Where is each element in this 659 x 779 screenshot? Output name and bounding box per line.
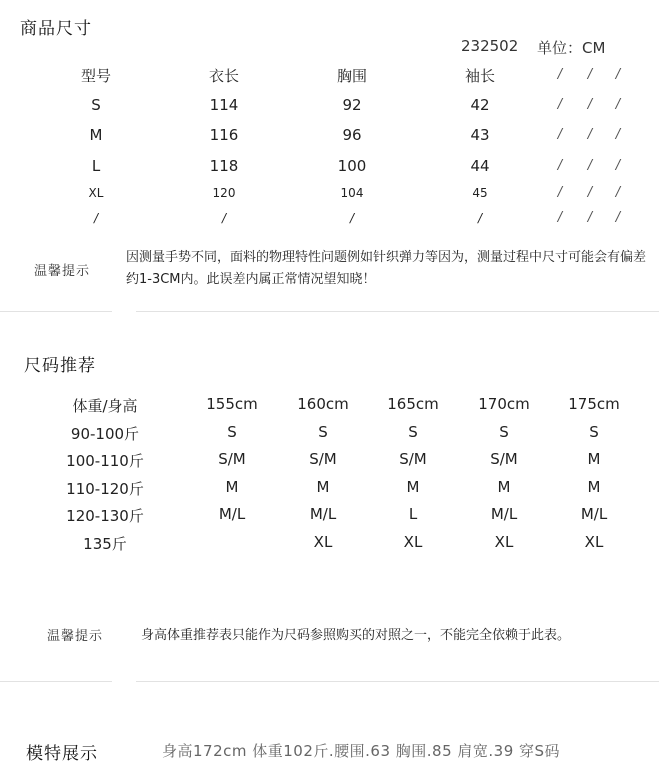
recommend-cell: S/M — [490, 450, 518, 468]
size-tip-label: 温馨提示 — [34, 264, 91, 279]
model-section-title: 模特展示 — [26, 744, 98, 764]
size-section-title: 商品尺寸 — [20, 19, 92, 39]
recommend-cell: L — [408, 505, 418, 523]
recommend-header: 170cm — [478, 395, 530, 413]
placeholder-slash: / — [587, 158, 593, 173]
placeholder-slash: / — [557, 97, 563, 112]
placeholder-slash: / — [587, 67, 593, 82]
recommend-header: 160cm — [297, 395, 349, 413]
size-cell: 100 — [337, 157, 367, 175]
recommend-cell: S/M — [399, 450, 427, 468]
size-header-model: 型号 — [80, 67, 112, 85]
recommend-cell: M/L — [309, 505, 337, 523]
recommend-cell: XL — [403, 533, 423, 551]
recommend-cell: XL — [584, 533, 604, 551]
recommend-cell: 90-100斤 — [70, 425, 140, 443]
recommend-cell: M — [406, 478, 420, 496]
recommend-header: 175cm — [568, 395, 620, 413]
size-cell: / — [93, 211, 99, 225]
section-divider — [136, 681, 659, 682]
placeholder-slash: / — [615, 210, 621, 225]
recommend-cell: 135斤 — [83, 535, 127, 553]
section-divider — [0, 311, 112, 312]
size-tip-text: 因测量手势不同，面料的物理特性问题例如针织弹力等因为，测量过程中尺寸可能会有偏差约1-3CM内。此误差内属正常情况望知晓！ — [126, 250, 647, 287]
recommend-cell: 110-120斤 — [66, 480, 144, 498]
recommend-section-title: 尺码推荐 — [24, 356, 96, 376]
section-divider — [0, 681, 112, 682]
model-info: 身高172cm 体重102斤.腰围.63 胸围.85 肩宽.39 穿S码 — [162, 742, 561, 760]
recommend-cell: S — [318, 423, 328, 441]
size-cell: 120 — [212, 186, 236, 200]
recommend-cell: M — [587, 478, 601, 496]
recommend-tip-label: 温馨提示 — [47, 629, 104, 644]
size-cell: S — [91, 96, 101, 114]
size-cell: / — [221, 211, 227, 225]
recommend-cell: M — [497, 478, 511, 496]
recommend-cell: M — [225, 478, 239, 496]
recommend-cell: M — [587, 450, 601, 468]
placeholder-slash: / — [615, 97, 621, 112]
size-cell: 96 — [342, 126, 362, 144]
size-cell: / — [349, 211, 355, 225]
recommend-header: 165cm — [387, 395, 439, 413]
recommend-cell: M — [316, 478, 330, 496]
recommend-cell: M/L — [580, 505, 608, 523]
size-cell: 116 — [209, 126, 239, 144]
product-code: 232502 — [461, 37, 519, 55]
placeholder-slash: / — [587, 127, 593, 142]
recommend-tip-text: 身高体重推荐表只能作为尺码参照购买的对照之一，不能完全依赖于此表。 — [141, 628, 571, 643]
placeholder-slash: / — [615, 67, 621, 82]
unit-label: 单位：CM — [537, 39, 606, 57]
size-header-bust: 胸围 — [336, 67, 368, 85]
placeholder-slash: / — [615, 158, 621, 173]
placeholder-slash: / — [557, 158, 563, 173]
size-cell: 44 — [470, 157, 490, 175]
size-cell: L — [91, 157, 101, 175]
recommend-cell: S — [227, 423, 237, 441]
recommend-header: 155cm — [206, 395, 258, 413]
size-cell: 114 — [209, 96, 239, 114]
recommend-header: 体重/身高 — [72, 397, 138, 415]
size-cell: 45 — [472, 186, 488, 200]
placeholder-slash: / — [587, 185, 593, 200]
placeholder-slash: / — [557, 127, 563, 142]
recommend-cell: M/L — [218, 505, 246, 523]
recommend-cell: S/M — [218, 450, 246, 468]
recommend-cell: XL — [313, 533, 333, 551]
size-cell: 92 — [342, 96, 362, 114]
size-header-length: 衣长 — [208, 67, 240, 85]
recommend-cell: S — [589, 423, 599, 441]
size-header-sleeve: 袖长 — [464, 67, 496, 85]
placeholder-slash: / — [615, 127, 621, 142]
placeholder-slash: / — [587, 97, 593, 112]
size-cell: 42 — [470, 96, 490, 114]
placeholder-slash: / — [557, 185, 563, 200]
section-divider — [136, 311, 659, 312]
recommend-cell: XL — [494, 533, 514, 551]
recommend-cell: M/L — [490, 505, 518, 523]
placeholder-slash: / — [587, 210, 593, 225]
size-cell: M — [89, 126, 103, 144]
size-cell: 118 — [209, 157, 239, 175]
placeholder-slash: / — [557, 210, 563, 225]
placeholder-slash: / — [615, 185, 621, 200]
size-cell: 104 — [340, 186, 364, 200]
size-cell: 43 — [470, 126, 490, 144]
recommend-cell: 100-110斤 — [66, 452, 144, 470]
recommend-cell: S — [499, 423, 509, 441]
recommend-cell: 120-130斤 — [66, 507, 144, 525]
size-cell: XL — [88, 186, 104, 200]
recommend-cell: S — [408, 423, 418, 441]
size-cell: / — [477, 211, 483, 225]
placeholder-slash: / — [557, 67, 563, 82]
recommend-cell: S/M — [309, 450, 337, 468]
